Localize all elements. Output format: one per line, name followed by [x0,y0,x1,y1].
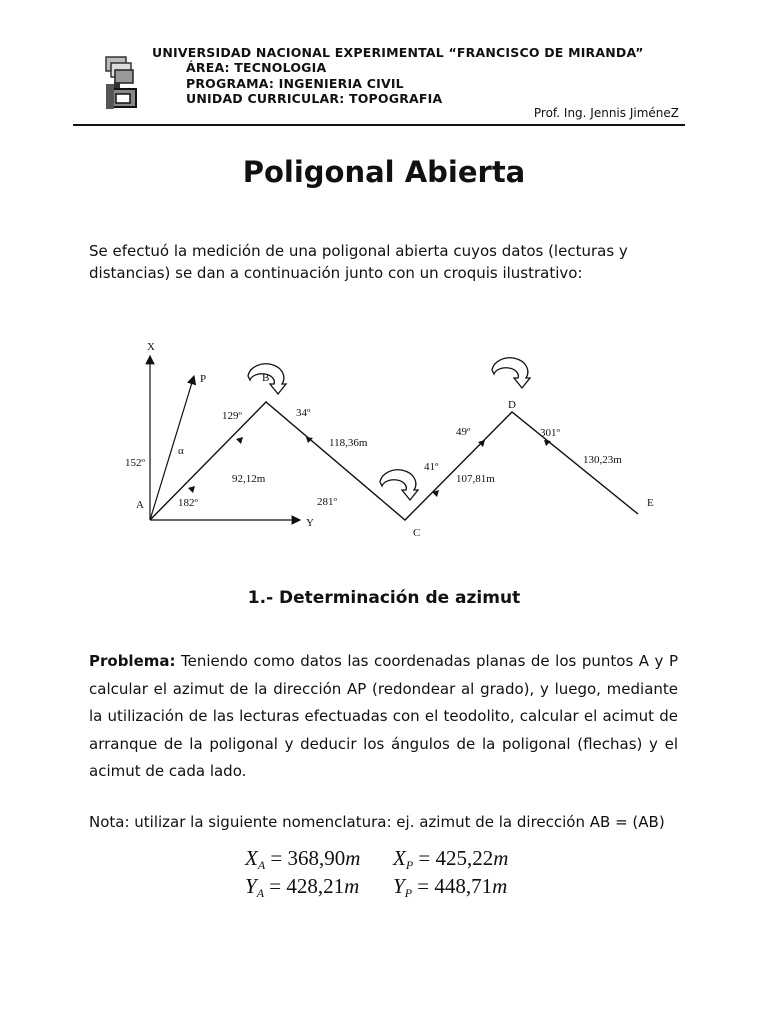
angle-34: 34º [296,407,311,419]
program-line: PROGRAMA: INGENIERIA CIVIL [186,76,404,91]
header-divider [73,124,685,126]
angle-281: 281º [317,496,337,508]
page-title: Poligonal Abierta [242,155,526,189]
ya-sub: A [256,886,265,900]
yp-var: Y [393,874,405,898]
ya-value: = 428,21 [264,874,345,898]
intro-paragraph: Se efectuó la medición de una poligonal abierta cuyos datos (lecturas y distancias) se dan a continuación junto con un croquis ilustrativo: [89,242,628,282]
problem-paragraph [89,648,678,786]
note-text: Nota: utilizar la siguiente nomenclatura: ej. azimut de la dirección AB = (AB) [89,813,665,831]
distance-bc: 118,36m [329,437,368,449]
problem-text: Teniendo como datos las coordenadas planas de los puntos A y P calcular el azimut de la dirección AP (redondear al grado), y luego, mediante la utilización de las lecturas efectuadas con el teodolito, calcular el acimut de arranque de la poligonal y deducir los ángulos de la poligonal (flechas) y el acimut de cada lado. [89,652,678,780]
area-line: ÁREA: TECNOLOGIA [186,60,327,75]
alpha-label: α [178,445,184,457]
ya-unit: m [344,874,360,898]
xp-sub: P [405,858,414,872]
professor-name: Prof. Ing. Jennis JiméneZ [533,106,679,120]
rotation-arrow-d-icon [492,358,530,388]
yp-sub: P [404,886,413,900]
xp-var: X [393,846,406,870]
xa-sub: A [257,858,266,872]
xa-value: = 368,90 [265,846,346,870]
university-name: UNIVERSIDAD NACIONAL EXPERIMENTAL “FRANCISCO DE MIRANDA” [152,45,644,60]
arrow-bc [306,437,313,443]
problem-label: Problema: [89,652,176,670]
point-p-label: P [200,373,207,385]
point-d-label: D [508,399,516,411]
xa-var: X [245,846,258,870]
angle-152: 152º [125,457,145,469]
y-axis-label: Y [306,517,314,529]
yp-unit: m [492,874,508,898]
rotation-arrow-c-icon [380,470,418,500]
angle-182: 182º [178,497,198,509]
coordinates-row-y [245,874,541,902]
ya-var: Y [245,874,257,898]
xp-unit: m [493,846,509,870]
yp-value: = 448,71 [412,874,493,898]
angle-49: 49º [456,426,471,438]
arrow-ab [188,486,195,493]
university-logo-icon [100,54,142,116]
angle-41: 41º [424,461,439,473]
coordinates-row-x [245,846,541,874]
xa-unit: m [345,846,361,870]
coordinates-block [245,846,541,902]
distance-cd: 107,81m [456,473,495,485]
distance-de: 130,23m [583,454,622,466]
xp-value: = 425,22 [413,846,494,870]
polygon-sketch [120,330,660,550]
arrow-ab2 [236,437,243,444]
distance-ab: 92,12m [232,473,266,485]
point-c-label: C [413,527,421,539]
point-a-label: A [136,499,144,511]
angle-129: 129º [222,410,242,422]
section-title: 1.- Determinación de azimut [247,588,521,608]
point-b-label: B [262,372,270,384]
x-axis-label: X [147,341,155,353]
angle-301: 301º [540,427,560,439]
course-line: UNIDAD CURRICULAR: TOPOGRAFIA [186,91,443,106]
point-e-label: E [647,497,654,509]
